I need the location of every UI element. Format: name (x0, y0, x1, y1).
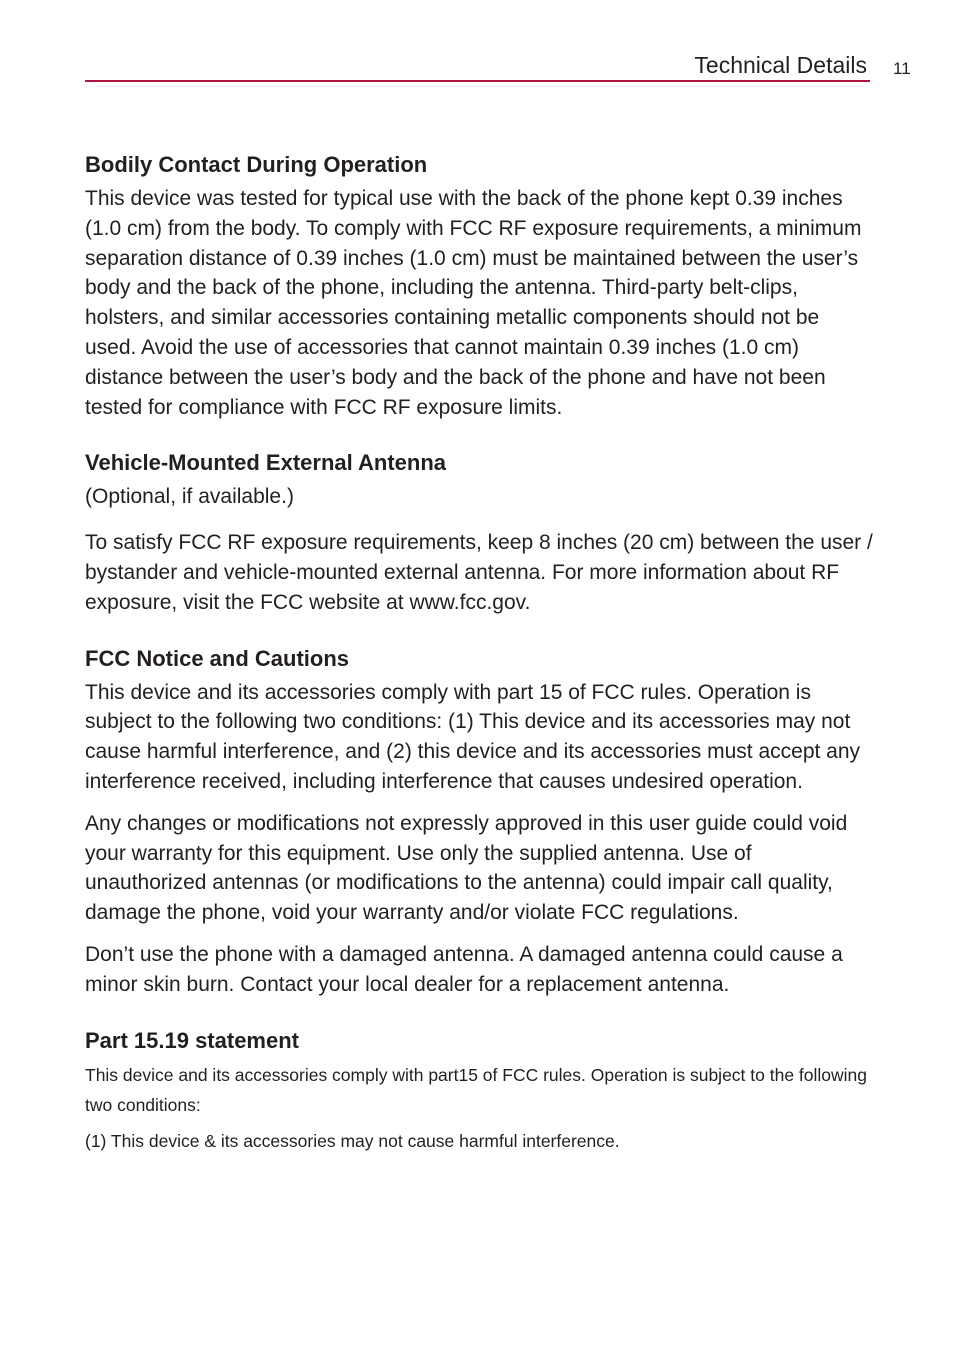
header-title: Technical Details (694, 52, 867, 78)
section-body: To satisfy FCC RF exposure requirements, keep 8 inches (20 cm) between the user / bystander and vehicle-mounted external antenna. For more information about RF exposure, visit the FCC website at www.fcc.gov. (85, 531, 873, 614)
fcc-paragraph-2: Any changes or modifications not expressly approved in this user guide could void your warranty for this equipment. Use only the supplied antenna. Use of unauthorized antennas (or modifications to the antenna) could impair call quality, damage the phone, void your warranty and/or violate FCC regulations. (85, 811, 848, 925)
optional-note: (Optional, if available.) (85, 485, 294, 509)
section-vehicle-antenna (85, 448, 875, 617)
section-fcc-notice (85, 644, 875, 1000)
page-number: 11 (893, 59, 911, 78)
section-heading: Bodily Contact During Operation (85, 152, 428, 177)
section-body: This device was tested for typical use with the back of the phone kept 0.39 inches (1.0 cm) from the body. To comply with FCC RF exposure requirements, a minimum separation distance of 0.39 inches (1.0 cm) must be maintained between the user’s body and the back of the phone, including the antenna. Third-party belt-clips, holsters, and similar accessories containing metallic components should not be used. Avoid the use of accessories that cannot maintain 0.39 inches (1.0 cm) distance between the user’s body and the back of the phone and have not been tested for compliance with FCC RF exposure limits. (85, 187, 862, 419)
part15-paragraph-2: (1) This device & its accessories may not cause harmful interference. (85, 1130, 620, 1151)
section-heading: Part 15.19 statement (85, 1027, 299, 1053)
section-heading: Vehicle-Mounted External Antenna (85, 450, 447, 476)
section-bodily-contact (85, 150, 875, 422)
section-part-15-19 (85, 1026, 875, 1156)
page-header (85, 50, 870, 82)
page-content (85, 150, 875, 1182)
fcc-paragraph-1: This device and its accessories comply with part 15 of FCC rules. Operation is subject to the following two conditions: (1) This device and its accessories may not cause harmful interference, and (2) this device and its accessories must accept any interference received, including interference that causes undesired operation. (85, 680, 861, 793)
fcc-paragraph-3: Don’t use the phone with a damaged antenna. A damaged antenna could cause a minor skin burn. Contact your local dealer for a replacement antenna. (85, 942, 843, 996)
part15-paragraph-1: This device and its accessories comply with part15 of FCC rules. Operation is subject to the following two conditions: (85, 1064, 868, 1115)
section-heading: FCC Notice and Cautions (85, 645, 350, 671)
